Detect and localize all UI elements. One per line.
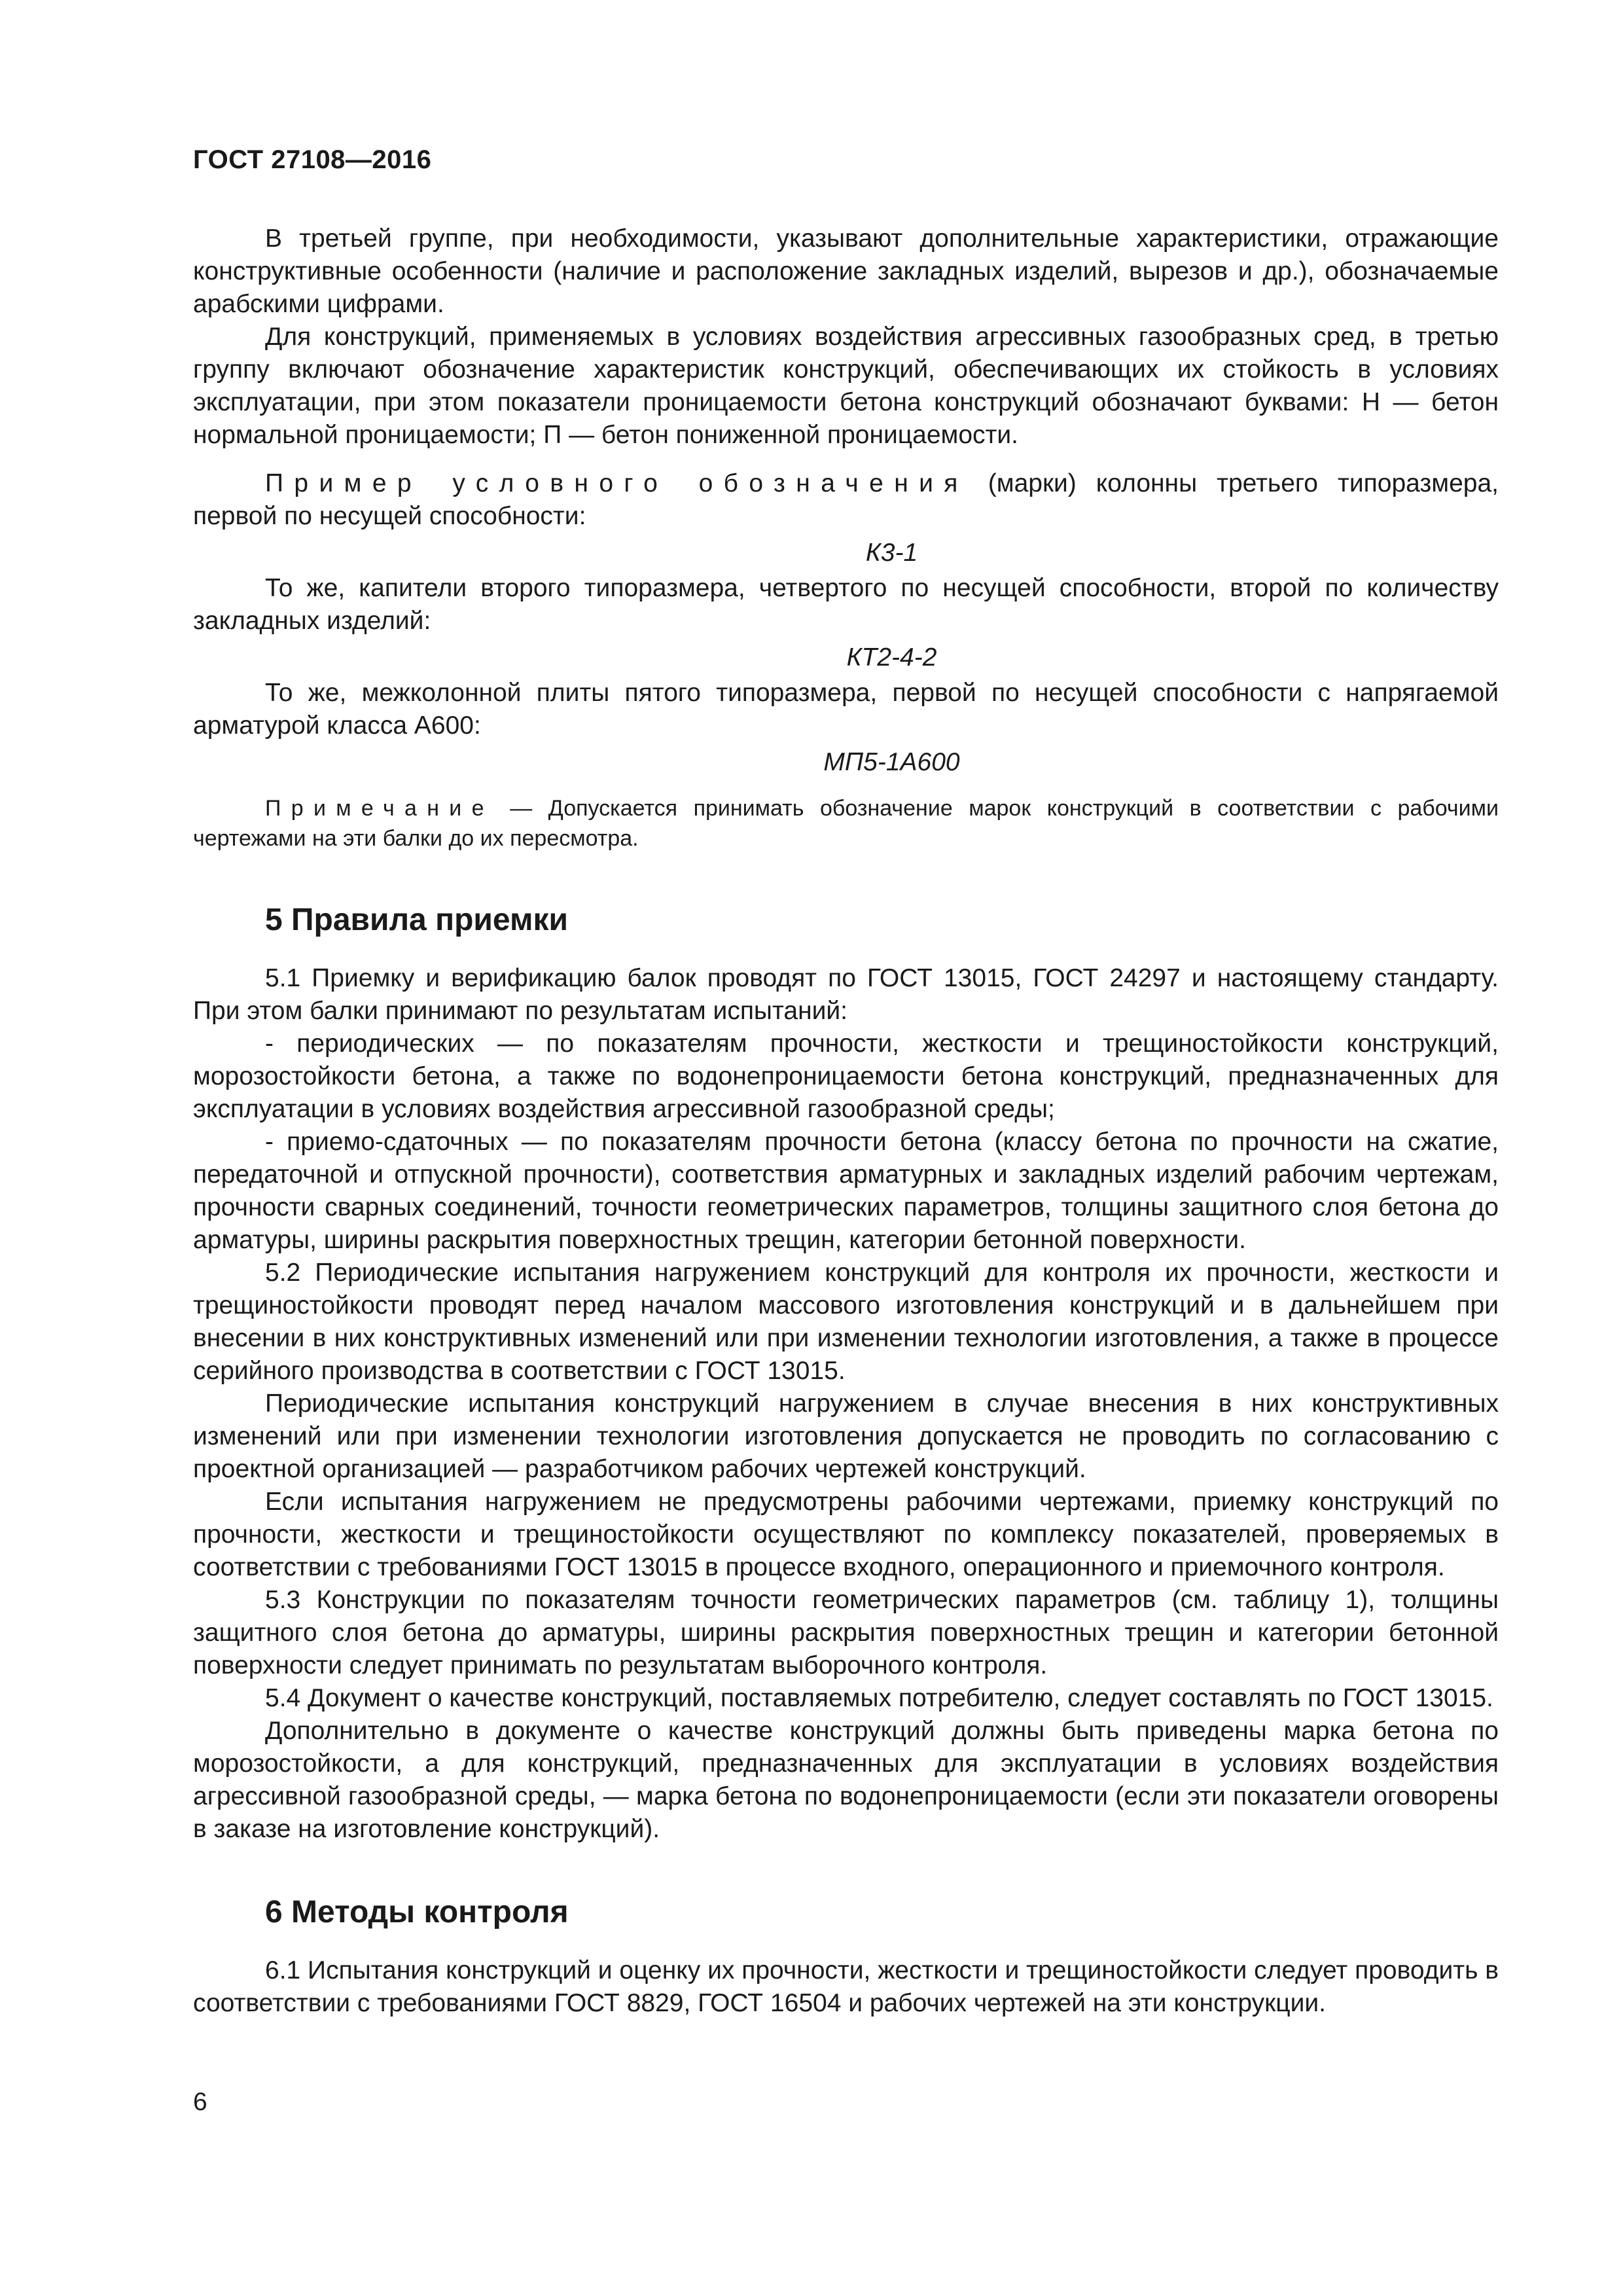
list-item-acceptance: - приемо-сдаточных — по показателям прочности бетона (классу бетона по прочности на сжатие, передаточной и отпускной прочности), соответствия арматурных и закладных изделий рабочим чертежам, прочности сварных соединений, точности геометрических параметров, толщины защитного слоя бетона до арматуры, ширины раскрытия поверхностных трещин, категории бетонной поверхности. — [193, 1128, 1499, 1254]
example-paragraph — [193, 467, 1499, 533]
clause-5-3: 5.3 Конструкции по показателям точности геометрических параметров (см. таблицу 1), толщины защитного слоя бетона до арматуры, ширины раскрытия поверхностных трещин и категории бетонной поверхности следует принимать по результатам выборочного контроля. — [193, 1586, 1499, 1679]
section-6-title: 6 Методы контроля — [265, 1895, 569, 1929]
designation-example-1: К3-1 — [865, 539, 918, 567]
document-body — [193, 223, 1499, 2020]
document-header: ГОСТ 27108—2016 — [193, 145, 432, 174]
clause-5-1: 5.1 Приемку и верификацию балок проводят по ГОСТ 13015, ГОСТ 24297 и настоящему стандарту. При этом балки принимают по результатам испытаний: — [193, 964, 1499, 1025]
example-text: (марки) колонны третьего типоразмера, первой по несущей способности: — [193, 469, 1499, 530]
clause-5-2: 5.2 Периодические испытания нагружением конструкций для контроля их прочности, жесткости и трещиностойкости проводят перед началом массового изготовления конструкций и в дальнейшем при внесении в них конструктивных изменений или при изменении технологии изготовления, а также в процессе серийного производства в соответствии с ГОСТ 13015. — [193, 1259, 1499, 1385]
paragraph-slab-example: То же, межколонной плиты пятого типоразмера, первой по несущей способности с напрягаемой арматурой класса А600: — [193, 679, 1499, 740]
paragraph-capital-example: То же, капители второго типоразмера, четвертого по несущей способности, второй по количеству закладных изделий: — [193, 574, 1499, 635]
list-item-periodic: - периодических — по показателям прочности, жесткости и трещиностойкости конструкций, морозостойкости бетона, а также по водонепроницаемости бетона конструкций, предназначенных для эксплуатации в условиях воздействия агрессивной газообразной среды; — [193, 1030, 1499, 1123]
clause-5-4-cont: Дополнительно в документе о качестве конструкций должны быть приведены марка бетона по морозостойкости, а для конструкций, предназначенных для эксплуатации в условиях воздействия агрессивной газообразной среды, — марка бетона по водонепроницаемости (если эти показатели оговорены в заказе на изготовление конструкций). — [193, 1717, 1499, 1843]
section-5-title: 5 Правила приемки — [265, 903, 569, 937]
designation-example-3: МП5-1А600 — [823, 748, 960, 776]
note-paragraph — [193, 793, 1499, 853]
designation-example-2: КТ2-4-2 — [846, 643, 937, 672]
clause-5-2-cont-2: Если испытания нагружением не предусмотрены рабочими чертежами, приемку конструкций по прочности, жесткости и трещиностойкости осуществляют по комплексу показателей, проверяемых в соответствии с требованиями ГОСТ 13015 в процессе входного, операционного и приемочного контроля. — [193, 1488, 1499, 1581]
example-label: Пример условного обозначения — [265, 469, 969, 497]
note-text: — Допускается принимать обозначение марок конструкций в соответствии с рабочими чертежами на эти балки до их пересмотра. — [193, 796, 1499, 851]
clause-5-2-cont-1: Периодические испытания конструкций нагружением в случае внесения в них конструктивных изменений или при изменении технологии изготовления допускается не проводить по согласованию с проектной организацией — разработчиком рабочих чертежей конструкций. — [193, 1390, 1499, 1483]
paragraph-third-group: В третьей группе, при необходимости, указывают дополнительные характеристики, отражающие конструктивные особенности (наличие и расположение закладных изделий, вырезов и др.), обозначаемые арабскими цифрами. — [193, 224, 1499, 318]
clause-6-1: 6.1 Испытания конструкций и оценку их прочности, жесткости и трещиностойкости следует проводить в соответствии с требованиями ГОСТ 8829, ГОСТ 16504 и рабочих чертежей на эти конструкции. — [193, 1956, 1499, 2017]
clause-5-4: 5.4 Документ о качестве конструкций, поставляемых потребителю, следует составлять по ГОСТ 13015. — [265, 1684, 1493, 1712]
note-label: Примечание — [265, 796, 494, 821]
paragraph-aggressive-media: Для конструкций, применяемых в условиях воздействия агрессивных газообразных сред, в третью группу включают обозначение характеристик конструкций, обеспечивающих их стойкость в условиях эксплуатации, при этом показатели проницаемости бетона конструкций обозначают буквами: Н — бетон нормальной проницаемости; П — бетон пониженной проницаемости. — [193, 323, 1499, 449]
page-number: 6 — [193, 2088, 207, 2116]
